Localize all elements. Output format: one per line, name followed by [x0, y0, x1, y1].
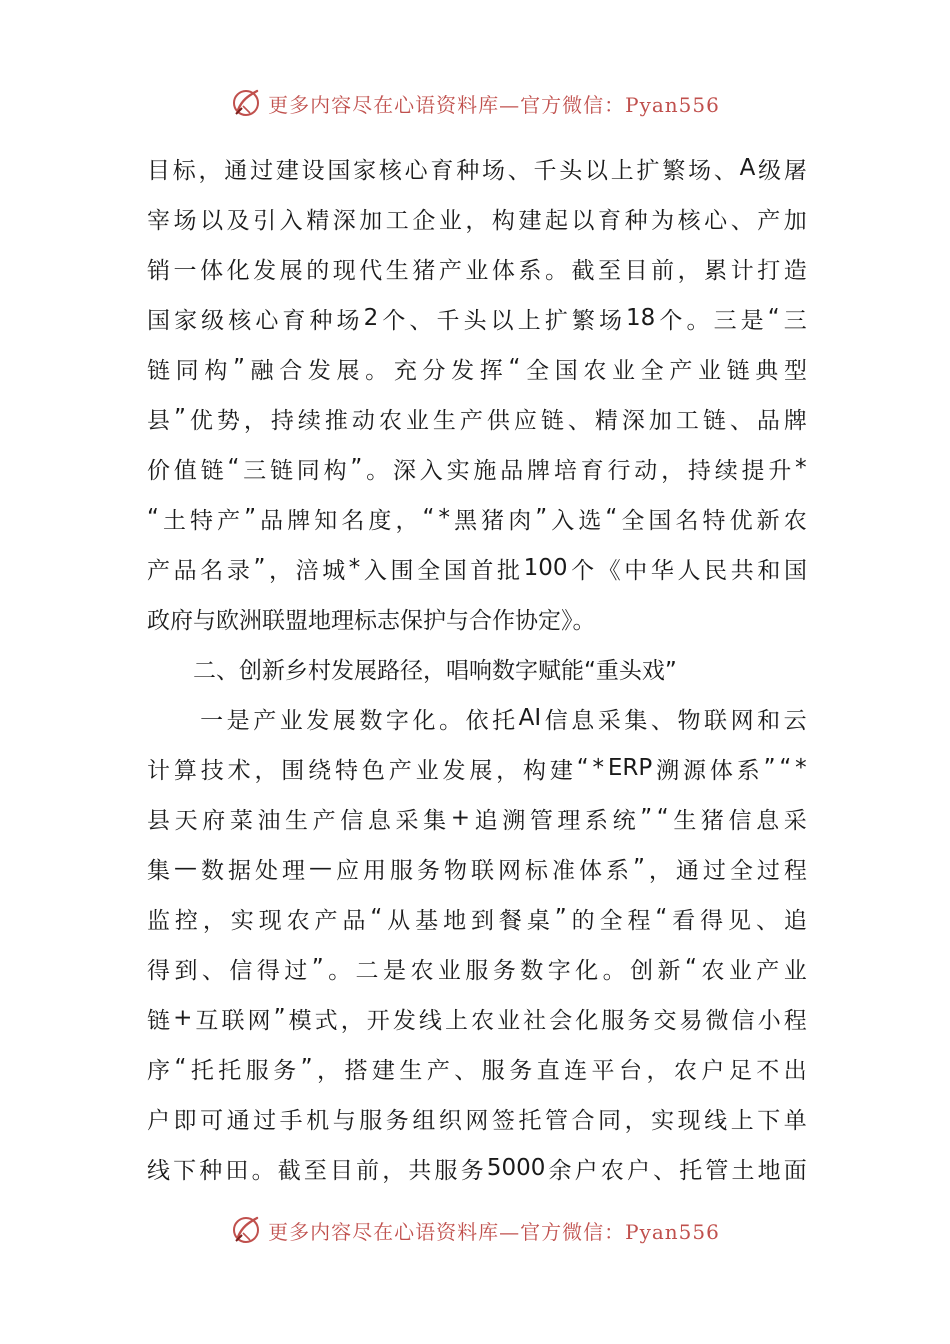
- text-line: 计 算 技 术 ， 围 绕 特 色 产 业 发 展 ， 构 建 “ * ERP 溯 源 体 系 ” “ *: [147, 755, 807, 784]
- document-body: [147, 143, 807, 1193]
- text-line: 集 — 数 据 处 理 — 应 用 服 务 物 联 网 标 准 体 系 ” ， 通 过 全 过 程: [147, 855, 807, 884]
- pen-seal-logo-icon: [230, 1213, 264, 1247]
- footer-banner: [0, 1210, 950, 1250]
- footer-banner-text: 更多内容尽在心语资料库—官方微信：Pyan556: [268, 1219, 720, 1244]
- text-line: 二、创新乡村发展路径，唱响数字赋能“重头戏”: [147, 657, 677, 684]
- text-line: 县 ” 优 势 ， 持 续 推 动 农 业 生 产 供 应 链 、 精 深 加 工 链 、 品 牌: [147, 405, 807, 434]
- text-line: “ 土 特 产 ” 品 牌 知 名 度 ， “ * 黑 猪 肉 ” 入 选 “ 全 国 名 特 优 新 农: [147, 505, 807, 534]
- text-line: 销 一 体 化 发 展 的 现 代 生 猪 产 业 体 系 。 截 至 目 前 ， 累 计 打 造: [147, 257, 807, 284]
- text-line: 宰 场 以 及 引 入 精 深 加 工 企 业 ， 构 建 起 以 育 种 为 核 心 、 产 加: [147, 207, 807, 234]
- text-line: 国 家 级 核 心 育 种 场 2 个 、 千 头 以 上 扩 繁 场 18 个 。 三 是 “ 三: [147, 305, 807, 334]
- text-line: 价 值 链 “ 三 链 同 构 ” 。 深 入 实 施 品 牌 培 育 行 动 ， 持 续 提 升 *: [147, 455, 807, 484]
- text-line: 链 + 互 联 网 ” 模 式 ， 开 发 线 上 农 业 社 会 化 服 务 交 易 微 信 小 程: [147, 1005, 807, 1034]
- text-line: 目 标 ， 通 过 建 设 国 家 核 心 育 种 场 、 千 头 以 上 扩 繁 场 、 A 级 屠: [147, 155, 807, 184]
- text-line: 线 下 种 田 。 截 至 目 前 ， 共 服 务 5000 余 户 农 户 、 托 管 土 地 面: [147, 1155, 807, 1184]
- text-line: 产 品 名 录 ” ， 涪 城 * 入 围 全 国 首 批 100 个 《 中 华 人 民 共 和 国: [147, 555, 807, 584]
- text-line: 链 同 构 ” 融 合 发 展 。 充 分 发 挥 “ 全 国 农 业 全 产 业 链 典 型: [147, 355, 807, 384]
- text-line: 户 即 可 通 过 手 机 与 服 务 组 织 网 签 托 管 合 同 ， 实 现 线 上 下 单: [147, 1107, 807, 1134]
- text-line: 得 到 、 信 得 过 ” 。 二 是 农 业 服 务 数 字 化 。 创 新 “ 农 业 产 业: [147, 955, 807, 984]
- text-line: 一 是 产 业 发 展 数 字 化 。 依 托 AI 信 息 采 集 、 物 联 网 和 云: [200, 705, 807, 734]
- pen-seal-logo-icon: [230, 86, 264, 120]
- header-banner: [0, 83, 950, 123]
- text-line: 政府与欧洲联盟地理标志保护与合作协定》。: [147, 607, 596, 634]
- text-line: 县 天 府 菜 油 生 产 信 息 采 集 + 追 溯 管 理 系 统 ” “ 生 猪 信 息 采: [147, 805, 807, 834]
- header-banner-text: 更多内容尽在心语资料库—官方微信：Pyan556: [268, 92, 720, 117]
- text-line: 序 “ 托 托 服 务 ” ， 搭 建 生 产 、 服 务 直 连 平 台 ， 农 户 足 不 出: [147, 1055, 807, 1084]
- text-line: 监 控 ， 实 现 农 产 品 “ 从 基 地 到 餐 桌 ” 的 全 程 “ 看 得 见 、 追: [147, 905, 807, 934]
